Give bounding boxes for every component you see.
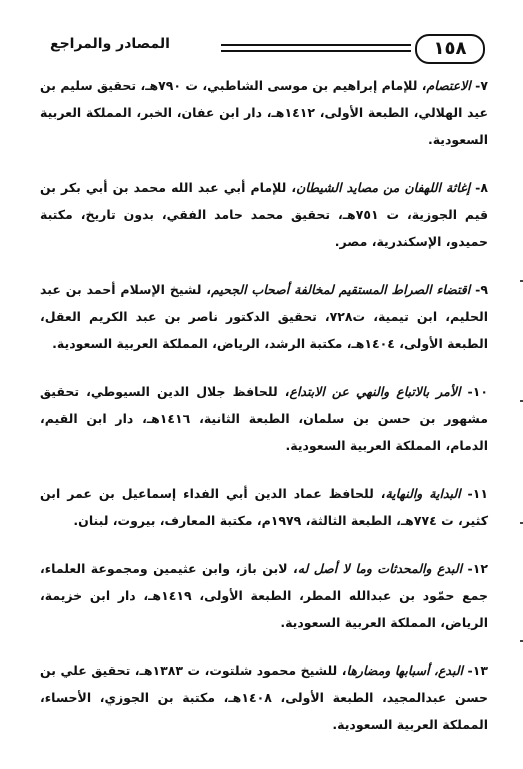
entry-number: ١١- — [460, 486, 488, 501]
entry-text: ، لابن باز، وابن عثيمين ومجموعة العلماء، جمع حمّود بن عبدالله المطر، الطبعة الأولى، ١٤١٩هـ، دار ابن خزيمة، الرياض، المملكة العربية السعودية. — [40, 561, 488, 630]
entry-text: ، للحافظ عماد الدين أبي الفداء إسماعيل بن عمر ابن كثير، ت ٧٧٤هـ، الطبعة الثالثة، ١٩٧٩م، مكتبة المعارف، بيروت، لبنان. — [40, 486, 488, 528]
entry-title: إغاثة اللهفان من مصايد الشيطان — [296, 180, 471, 195]
entry-title: البداية والنهاية — [385, 486, 461, 501]
entry-number: ١٣- — [463, 663, 488, 678]
entry-title: اقتضاء الصراط المستقيم لمخالفة أصحاب الجحيم — [211, 282, 471, 297]
entry-title: الاعتصام — [426, 78, 471, 93]
entry-text: ، للشيخ محمود شلتوت، ت ١٣٨٣هـ، تحقيق علي بن حسن عبدالمجيد، الطبعة الأولى، ١٤٠٨هـ، مكتبة بن الجوزي، الأحساء، المملكة العربية السعودية. — [40, 663, 488, 732]
header-title: المصادر والمراجع — [50, 36, 170, 52]
entry-number: ١٢- — [462, 561, 488, 576]
entry-text: ، للحافظ جلال الدين السيوطي، تحقيق مشهور بن حسن بن سلمان، الطبعة الثانية، ١٤١٦هـ، دار ابن القيم، الدمام، المملكة العربية السعودية. — [40, 384, 488, 453]
header-rule — [221, 44, 411, 52]
reference-entry — [40, 555, 488, 636]
entry-number: ١٠- — [460, 384, 489, 399]
entry-number: ٨- — [470, 180, 488, 195]
entry-text: ، للإمام إبراهيم بن موسى الشاطبي، ت ٧٩٠هـ، تحقيق سليم بن عيد الهلالي، الطبعة الأولى، ١٤١٢هـ، دار ابن عفان، الخبر، المملكة العربية السعودية. — [40, 78, 488, 147]
entry-number: ٧- — [470, 78, 488, 93]
entry-number: ٩- — [470, 282, 488, 297]
entry-title: الأمر بالاتباع والنهي عن الابتداع — [289, 384, 461, 399]
reference-entry — [40, 378, 488, 459]
entry-title: البدع والمحدثات وما لا أصل له — [297, 561, 463, 576]
entry-text: ، للإمام أبي عبد الله محمد بن أبي بكر بن قيم الجوزية، ت ٧٥١هـ، تحقيق محمد حامد الفقي، بدون تاريخ، مكتبة حميدو، الإسكندرية، مصر. — [40, 180, 489, 249]
entry-title: البدع، أسبابها ومضارها — [346, 663, 464, 678]
entry-text: ، لشيخ الإسلام أحمد بن عبد الحليم، ابن تيمية، ت٧٢٨، تحقيق الدكتور ناصر بن عبد الكريم العقل، الطبعة الأولى، ١٤٠٤هـ، مكتبة الرشد، الرياض، المملكة العربية السعودية. — [40, 282, 488, 351]
page-header — [50, 34, 485, 64]
references-list — [40, 72, 488, 759]
reference-entry — [40, 276, 488, 357]
reference-entry — [40, 72, 488, 153]
reference-entry — [40, 657, 488, 738]
reference-entry — [40, 174, 488, 255]
page-number: ١٥٨ — [415, 34, 485, 64]
reference-entry — [40, 480, 488, 534]
